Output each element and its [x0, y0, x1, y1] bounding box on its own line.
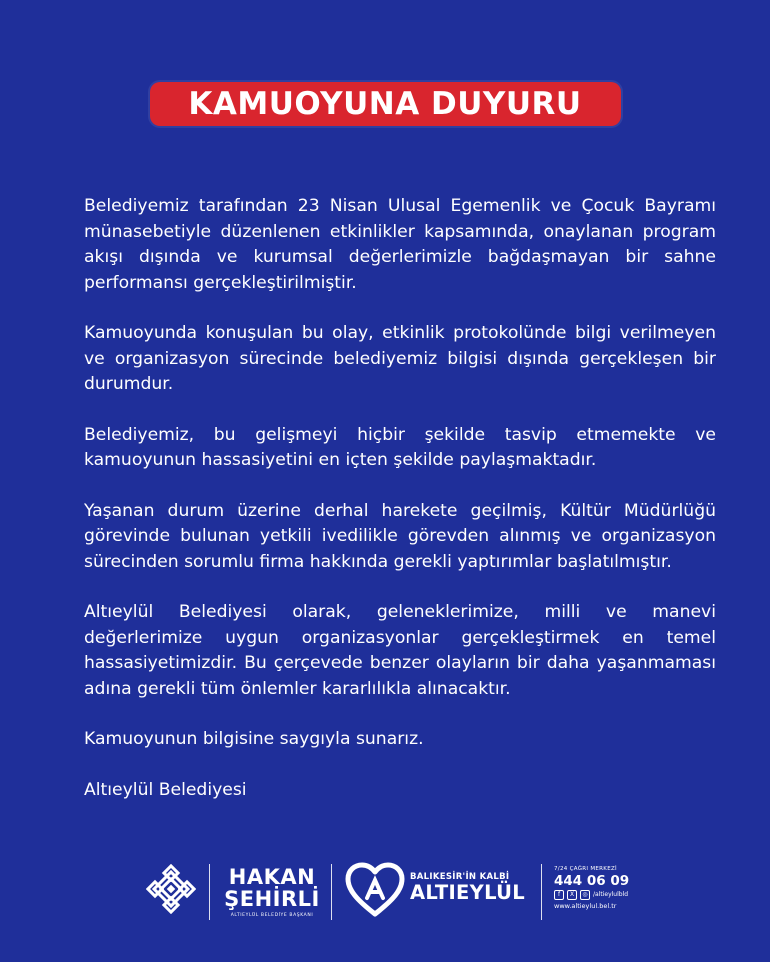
signature: Altıeylül Belediyesi — [84, 779, 247, 800]
mayor-title: ALTIEYLÜL BELEDİYE BAŞKANI — [230, 913, 314, 918]
call-center-label: 7/24 ÇAĞRI MERKEZİ — [554, 866, 617, 872]
footer-divider — [209, 864, 210, 920]
mayor-first-name: HAKAN — [228, 865, 316, 889]
facebook-icon: f — [554, 890, 564, 900]
title-badge — [150, 82, 621, 126]
paragraph-3: Belediyemiz, bu gelişmeyi hiçbir şekilde tasvip etmemekte ve kamuoyunun hassasiyetini en içten şekilde paylaşmaktadır. — [84, 424, 716, 470]
paragraph-2: Kamuoyunda konuşulan bu olay, etkinlik protokolünde bilgi verilmeyen ve organizasyon sürecinde belediyemiz bilgisi dışında gerçekleşen bir durumdur. — [84, 323, 716, 394]
paragraph-4: Yaşanan durum üzerine derhal harekete geçilmiş, Kültür Müdürlüğü görevinde bulunan yetkili ivedilikle görevden alınmış ve organizasyon sürecinden sorumlu firma hakkında gerekli yaptırımlar başlatılmıştır. — [84, 500, 716, 572]
closing-line: Kamuoyunun bilgisine saygıyla sunarız. — [84, 729, 424, 749]
contact-info — [554, 866, 654, 910]
mayor-logo — [222, 866, 322, 918]
phone-number: 444 06 09 — [554, 873, 630, 889]
paragraph-5: Altıeylül Belediyesi olarak, geleneklerimize, milli ve manevi değerlerimize uygun organizasyonlar gerçekleştirmek en temel hassasiyetimizdir. Bu çerçevede benzer olayların bir daha yaşanmaması adına gerekli tüm önlemler kararlılıkla alınacaktır. — [84, 602, 716, 699]
social-handle: /altieylulbld — [593, 891, 629, 898]
page-title: KAMUOYUNA DUYURU — [188, 86, 582, 122]
instagram-icon: ◎ — [580, 890, 590, 900]
title-wrap — [0, 82, 770, 126]
brand-name: ALTIEYLÜL — [410, 881, 525, 904]
brand-slogan: BALIKESİR'İN KALBİ — [410, 872, 510, 882]
footer-divider — [541, 864, 542, 920]
x-icon: X — [567, 890, 577, 900]
mayor-last-name: ŞEHİRLİ — [224, 887, 320, 911]
social-row — [554, 890, 654, 900]
footer-logos — [0, 858, 770, 928]
paragraph-1: Belediyemiz tarafından 23 Nisan Ulusal Egemenlik ve Çocuk Bayramı münasebetiyle düzenlenen etkinlikler kapsamında, onaylanan program akışı dışında ve kurumsal değerlerimizle bağdaşmayan bir sahne performansı gerçekleştirilmiştir. — [84, 196, 716, 293]
website: www.altieylul.bel.tr — [554, 902, 617, 910]
footer-divider — [331, 864, 332, 920]
heart-a-logo-icon — [345, 862, 405, 918]
ottoman-knot-logo-icon — [146, 864, 196, 914]
municipality-brand — [410, 872, 530, 904]
announcement-body — [84, 194, 716, 828]
